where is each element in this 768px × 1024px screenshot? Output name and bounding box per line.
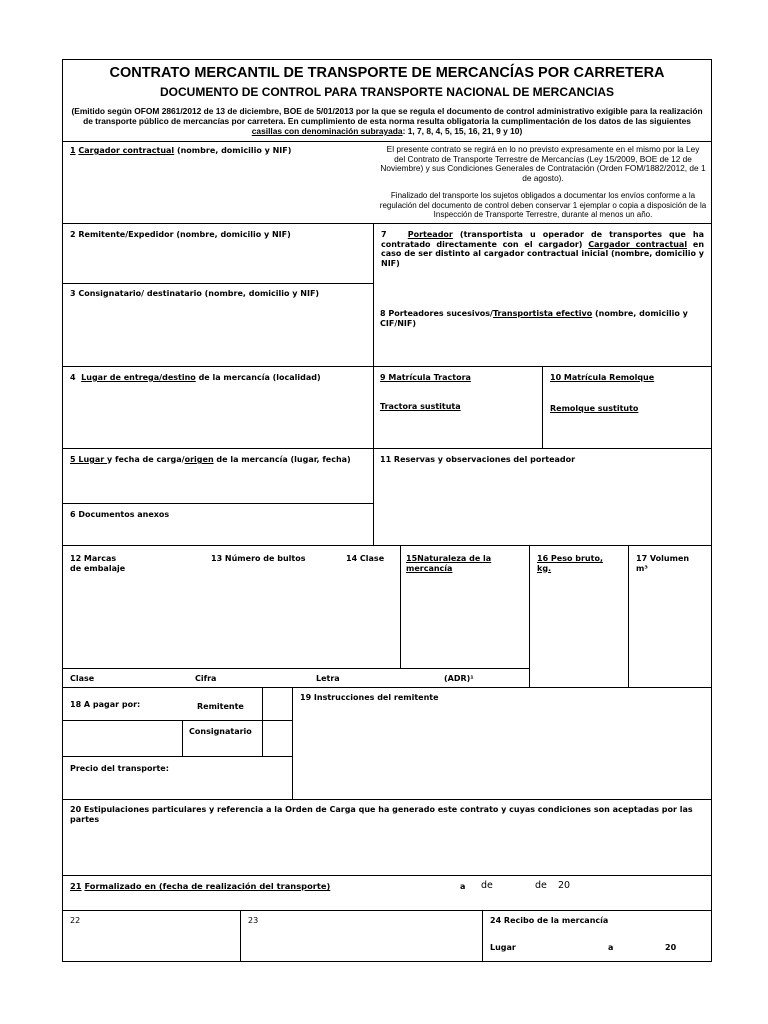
divider (62, 283, 373, 284)
receipt-a: a (608, 943, 614, 952)
adr-letra: Letra (316, 674, 340, 683)
field-21-de-2: de (535, 880, 547, 891)
field-18-label: 18 A pagar por: (70, 700, 141, 709)
field-24-label: 24 Recibo de la mercancía (490, 916, 609, 925)
field-12-label-2: de embalaje (70, 564, 126, 573)
divider (62, 687, 712, 688)
field-6-label: 6 Documentos anexos (70, 510, 170, 519)
divider (400, 545, 401, 668)
divider (62, 910, 712, 911)
adr-cifra: Cifra (195, 674, 217, 683)
field-5-label: 5 Lugar y fecha de carga/origen de la mercancía (lugar, fecha) (70, 455, 351, 464)
field-20-label: 20 Estipulaciones particulares y referencia a la Orden de Carga que ha generado este contrato y cuyas condiciones son aceptadas por las partes (70, 805, 693, 824)
field-1-label: 1 Cargador contractual (nombre, domicilio y NIF) (70, 146, 292, 155)
field-17-label: 17 Volumen (636, 554, 690, 563)
divider (292, 687, 293, 799)
field-19-label: 19 Instrucciones del remitente (300, 693, 439, 702)
receipt-place-label: Lugar (490, 943, 516, 952)
field-14-label: 14 Clase (346, 554, 385, 563)
contract-law-note: El presente contrato se regirá en lo no previsto expresamente en el mismo por la Ley del Contrato de Transporte Terrestre de Mercancías (Ley 15/2009, BOE de 12 de Noviembre) y sus Condiciones Generales de Contratación (Orden FOM/1882/2012, de 1 de agosto). (380, 144, 706, 183)
field-13-label: 13 Número de bultos (211, 554, 306, 563)
divider (240, 910, 241, 962)
field-9-substitute: Tractora sustituta (380, 402, 461, 411)
retention-note: Finalizado del transporte los sujetos obligados a documentar los envíos conforme a la regulación del documento de control deben conservar 1 ejemplar o copia a disposición de la Inspección de Transporte Terrestre, durante al menos un año. (379, 191, 707, 220)
form-title: CONTRATO MERCANTIL DE TRANSPORTE DE MERCANCÍAS POR CARRETERA (109, 65, 665, 81)
field-9-label: 9 Matrícula Tractora (380, 373, 471, 382)
field-10-substitute: Remolque sustituto (550, 404, 639, 413)
field-10-label: 10 Matrícula Remolque (550, 373, 655, 382)
payer-consignatario: Consignatario (189, 727, 252, 736)
divider (482, 910, 483, 962)
adr-clase: Clase (70, 674, 95, 683)
field-17-unit: m³ (636, 564, 648, 573)
field-16-label: 16 Peso bruto, kg. (537, 554, 603, 573)
legal-note-text: (Emitido según OFOM 2861/2012 de 13 de diciembre, BOE de 5/01/2013 por la que se regula el documento de control administrativo exigible para la realización de transporte público de mercancías por carretera. En cumplimiento de esta norma resulta obligatoria la cumplimentación de los datos de las siguientes (71, 106, 703, 126)
transport-price-label: Precio del transporte: (70, 764, 169, 773)
divider (262, 687, 263, 756)
divider (62, 366, 712, 367)
field-23-label: 23 (248, 916, 259, 925)
divider (542, 366, 543, 448)
field-3-label: 3 Consignatario/ destinatario (nombre, domicilio y NIF) (70, 289, 320, 298)
field-8-label: 8 Porteadores sucesivos/Transportista efectivo (nombre, domicilio y CIF/NIF) (380, 309, 688, 328)
divider (62, 875, 712, 876)
legal-note-underlined: casillas con denominación subrayada (251, 126, 403, 136)
field-21-year: 20 (558, 880, 571, 891)
form-subtitle: DOCUMENTO DE CONTROL PARA TRANSPORTE NACIONAL DE MERCANCIAS (159, 85, 614, 99)
field-2-label: 2 Remitente/Expedidor (nombre, domicilio y NIF) (70, 230, 291, 239)
divider (62, 756, 292, 757)
divider (62, 799, 712, 800)
divider (373, 223, 374, 545)
field-15-label: 15Naturaleza de la mercancía (406, 554, 492, 573)
divider (628, 545, 629, 687)
adr-label: (ADR)¹ (444, 674, 474, 683)
field-21-de-1: de (481, 880, 493, 891)
divider (62, 141, 712, 142)
field-4-label: 4 Lugar de entrega/destino de la mercancía (localidad) (70, 373, 321, 382)
legal-note-fields: : 1, 7, 8, 4, 5, 15, 16, 21, 9 y 10) (402, 126, 523, 136)
field-21-label: 21 Formalizado en (fecha de realización del transporte) (70, 881, 331, 891)
payer-remitente: Remitente (197, 702, 244, 711)
divider (529, 545, 530, 687)
field-22-label: 22 (70, 916, 81, 925)
field-21-a: a (460, 882, 466, 891)
receipt-year: 20 (665, 943, 677, 952)
divider (62, 448, 712, 449)
divider (62, 503, 373, 504)
divider (62, 223, 712, 224)
divider (62, 545, 712, 546)
divider (182, 720, 183, 756)
field-7-label: 7 Porteador (transportista u operador de transportes que ha contratado directamente con el cargador) Cargador contractual en caso de ser distinto al cargador contractual inicial (nombre, domicilio y NIF) (381, 230, 705, 268)
form-legal-note (70, 106, 704, 136)
field-12-label: 12 Marcas (70, 554, 117, 563)
divider (62, 668, 529, 669)
divider (62, 720, 292, 721)
field-11-label: 11 Reservas y observaciones del porteador (380, 455, 576, 464)
